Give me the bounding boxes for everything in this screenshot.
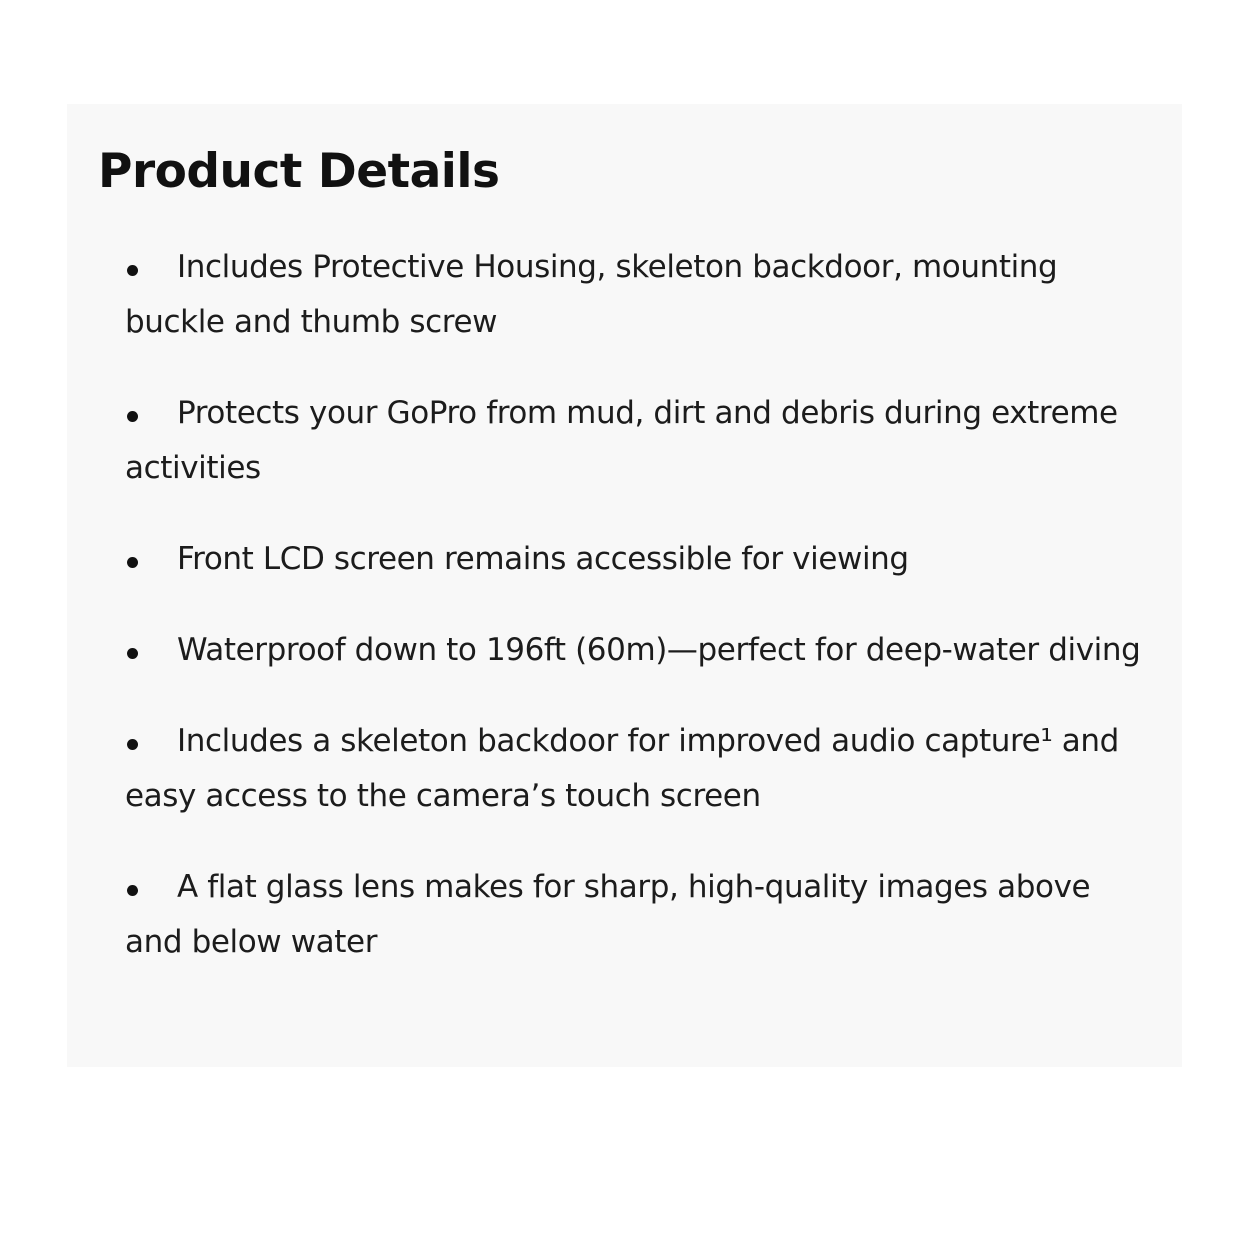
list-item-text: A flat glass lens makes for sharp, high-quality images above and below water (125, 869, 1091, 960)
list-item (125, 240, 1155, 350)
list-item (125, 714, 1155, 824)
section-title: Product Details (98, 144, 500, 199)
list-item-text: Includes Protective Housing, skeleton backdoor, mounting buckle and thumb screw (125, 249, 1058, 340)
list-item-text: Includes a skeleton backdoor for improved audio capture¹ and easy access to the camera’s touch screen (125, 723, 1119, 814)
list-item-text: Front LCD screen remains accessible for viewing (177, 541, 909, 577)
product-details-panel (67, 104, 1182, 1067)
list-item (125, 860, 1155, 970)
feature-list (125, 240, 1155, 1006)
list-item-text: Protects your GoPro from mud, dirt and debris during extreme activities (125, 395, 1118, 486)
list-item (125, 386, 1155, 496)
list-item (125, 623, 1155, 678)
list-item-text: Waterproof down to 196ft (60m)—perfect for deep-water diving (177, 632, 1141, 668)
list-item (125, 532, 1155, 587)
